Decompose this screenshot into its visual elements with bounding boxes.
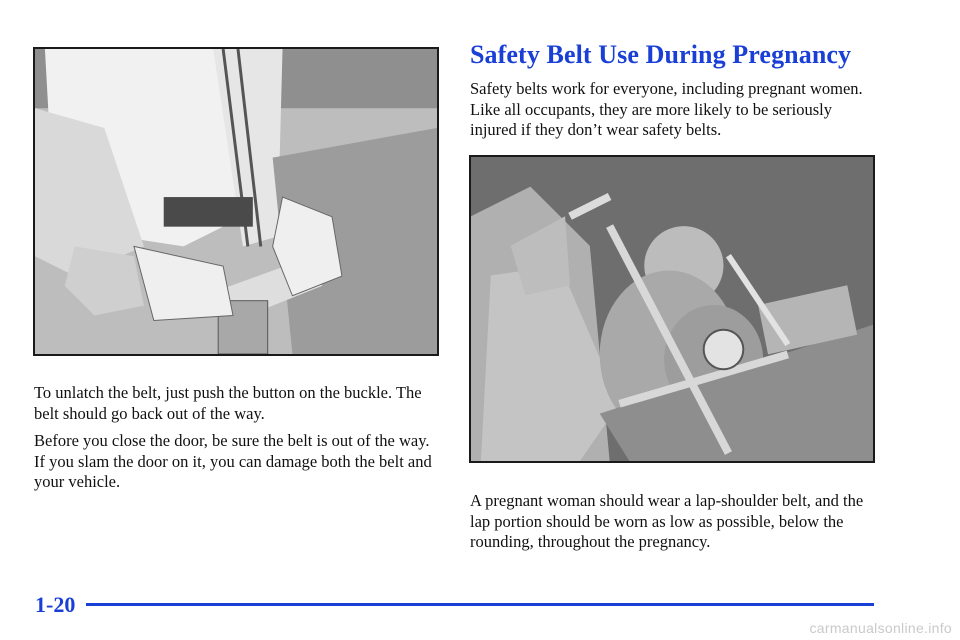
watermark: carmanualsonline.info [809, 620, 952, 636]
door-warning-text: Before you close the door, be sure the belt is out of the way. If you slam the door on it, you can damage both the belt and your vehicle. [34, 431, 432, 491]
buckle-illustration-drawing [35, 49, 437, 354]
pregnancy-intro-text: Safety belts work for everyone, including pregnant women. Like all occupants, they are more likely to be seriously injured if they don’t wear safety belts. [470, 79, 863, 139]
pregnancy-illustration-drawing [471, 157, 873, 461]
footer-rule [86, 603, 874, 606]
lap-belt-guidance-text: A pregnant woman should wear a lap-shoulder belt, and the lap portion should be worn as low as possible, below the rounding, throughout the pregnancy. [470, 491, 864, 551]
page-number: 1-20 [35, 592, 76, 617]
pregnant-occupant-illustration [469, 155, 875, 463]
buckle-unlatch-illustration [33, 47, 439, 356]
section-heading: Safety Belt Use During Pregnancy [470, 40, 852, 69]
unlatch-instructions-text: To unlatch the belt, just push the button on the buckle. The belt should go back out of the way. [34, 383, 422, 423]
